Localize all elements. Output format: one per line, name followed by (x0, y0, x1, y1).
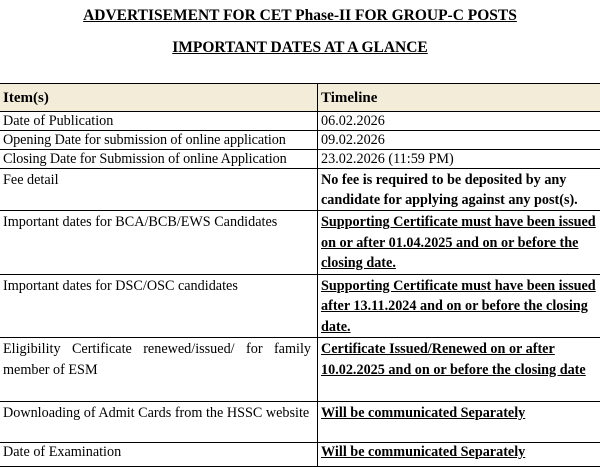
timeline-cell: 23.02.2026 (11:59 PM) (318, 150, 600, 169)
advertisement-title: ADVERTISEMENT FOR CET Phase-II FOR GROUP-C POSTS (83, 7, 517, 24)
item-cell: Date of Examination (0, 443, 318, 467)
table-row (0, 338, 600, 402)
column-header-timeline: Timeline (318, 84, 600, 112)
item-cell: Closing Date for Submission of online Application (0, 150, 318, 169)
table-row (0, 131, 600, 150)
item-cell: Important dates for DSC/OSC candidates (0, 274, 318, 338)
item-cell: Fee detail (0, 169, 318, 211)
item-cell: Downloading of Admit Cards from the HSSC website (0, 402, 318, 443)
item-cell: Date of Publication (0, 112, 318, 131)
table-row (0, 274, 600, 338)
timeline-cell: Supporting Certificate must have been issued after 13.11.2024 and on or before the closing date. (318, 274, 600, 338)
important-dates-table (0, 83, 600, 467)
item-cell: Opening Date for submission of online application (0, 131, 318, 150)
table-row (0, 169, 600, 211)
timeline-cell: 09.02.2026 (318, 131, 600, 150)
table-row (0, 402, 600, 443)
timeline-cell: 06.02.2026 (318, 112, 600, 131)
table-row (0, 443, 600, 467)
column-header-items: Item(s) (0, 84, 318, 112)
timeline-cell: No fee is required to be deposited by any candidate for applying against any post(s). (318, 169, 600, 211)
item-cell: Eligibility Certificate renewed/issued/ for family member of ESM (0, 338, 318, 402)
important-dates-heading: IMPORTANT DATES AT A GLANCE (172, 39, 428, 56)
timeline-cell: Will be communicated Separately (318, 443, 600, 467)
table-row (0, 150, 600, 169)
timeline-cell: Supporting Certificate must have been issued on or after 01.04.2025 and on or before the closing date. (318, 211, 600, 275)
timeline-cell: Certificate Issued/Renewed on or after 10.02.2025 and on or before the closing date (318, 338, 600, 402)
timeline-cell: Will be communicated Separately (318, 402, 600, 443)
table-row (0, 211, 600, 275)
table-header-row (0, 84, 600, 112)
item-cell: Important dates for BCA/BCB/EWS Candidates (0, 211, 318, 275)
table-row (0, 112, 600, 131)
